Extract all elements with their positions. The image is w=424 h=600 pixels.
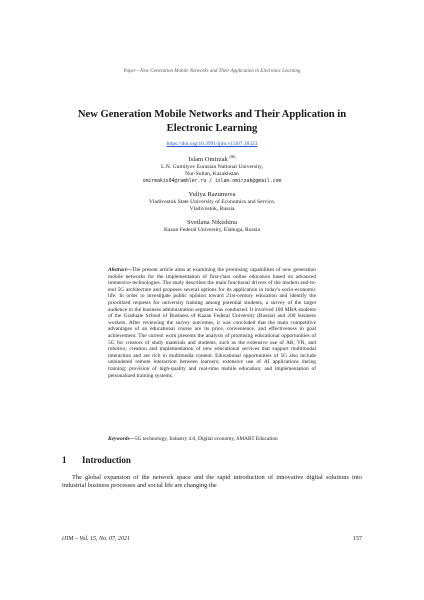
section-title: Introduction bbox=[82, 455, 131, 465]
author-location: Nur-Sultan, Kazakhstan bbox=[185, 171, 239, 178]
author-name: Yuliya Razumova bbox=[188, 191, 236, 199]
author-3 bbox=[0, 219, 424, 234]
keywords-label: Keywords— bbox=[108, 436, 135, 442]
author-1 bbox=[0, 153, 424, 185]
doi-link[interactable]: https://doi.org/10.3991/ijim.v15i07.18323 bbox=[166, 141, 258, 147]
author-affiliation: Vladivostok State University of Economics and Service, bbox=[148, 199, 276, 206]
paper-title: New Generation Mobile Networks and Their Application in Electronic Learning bbox=[77, 109, 347, 134]
author-affiliation: L.N. Gumilyov Eurasian National University, bbox=[160, 164, 263, 171]
keywords bbox=[108, 436, 316, 442]
footer-page-number: 157 bbox=[353, 536, 362, 542]
abstract-text: The present article aims at examining the promising capabilities of new generation mobile networks for the implementation of first-class online education based on advanced immersive technologies. The study describes the main functional drivers of the modern end-to-end 5G architecture and proposes several options for its application in today's socio-economic life. In order to investigate public opinion toward 21st-century education and identify the prioritized requests for university training among potential students, a survey of the target audience in the business administration segment was conducted. It involved 100 MBA students of the Graduate School of Business of Kazan Federal University (Russia) and 200 business workers. After reviewing the survey outcomes, it was concluded that the main competitive advantages of an educational course are its price, convenience, and effectiveness in goal achievement. The current work presents the analysis of promising educational opportunities of 5G for creators of study materials and students, such as the extensive use of AR, VR, and robotics; creation and implementation of new educational services that support multimodal interaction and are rich in multimedia content. Educational opportunities of 5G also include unhindered remote interaction between learners; extensive use of AI applications during training; provision of high-quality and real-time mobile education; and implementation of personalized training systems. bbox=[108, 267, 316, 379]
abstract bbox=[108, 267, 316, 379]
footer-journal: iJIM – Vol. 15, No. 07, 2021 bbox=[62, 536, 130, 542]
author-name: Svetlana Nikishina bbox=[187, 219, 237, 227]
corresponding-mark: (✉) bbox=[229, 154, 236, 159]
section-number: 1 bbox=[62, 455, 67, 465]
keywords-text: 5G technology, Industry 4.0, Digital economy, SMART Education bbox=[134, 436, 278, 442]
author-name: Islam Omirzak bbox=[188, 156, 228, 164]
abstract-label: Abstract— bbox=[108, 267, 132, 273]
author-block bbox=[0, 153, 424, 240]
author-2 bbox=[0, 191, 424, 213]
author-affiliation: Kazan Federal University, Elabuga, Russia bbox=[164, 227, 260, 234]
intro-paragraph: The global expansion of the network space and the rapid introduction of innovative digital solutions into industrial business processes and social life are changing the bbox=[62, 474, 362, 489]
section-heading bbox=[62, 455, 131, 465]
running-head: Paper—New Generation Mobile Networks and Their Application in Electronic Learning bbox=[123, 69, 301, 74]
author-location: Vladivostok, Russia bbox=[189, 206, 235, 213]
author-email[interactable]: omirmakis04@rambler.ru / islam.omirzak@gmail.com bbox=[142, 179, 282, 185]
